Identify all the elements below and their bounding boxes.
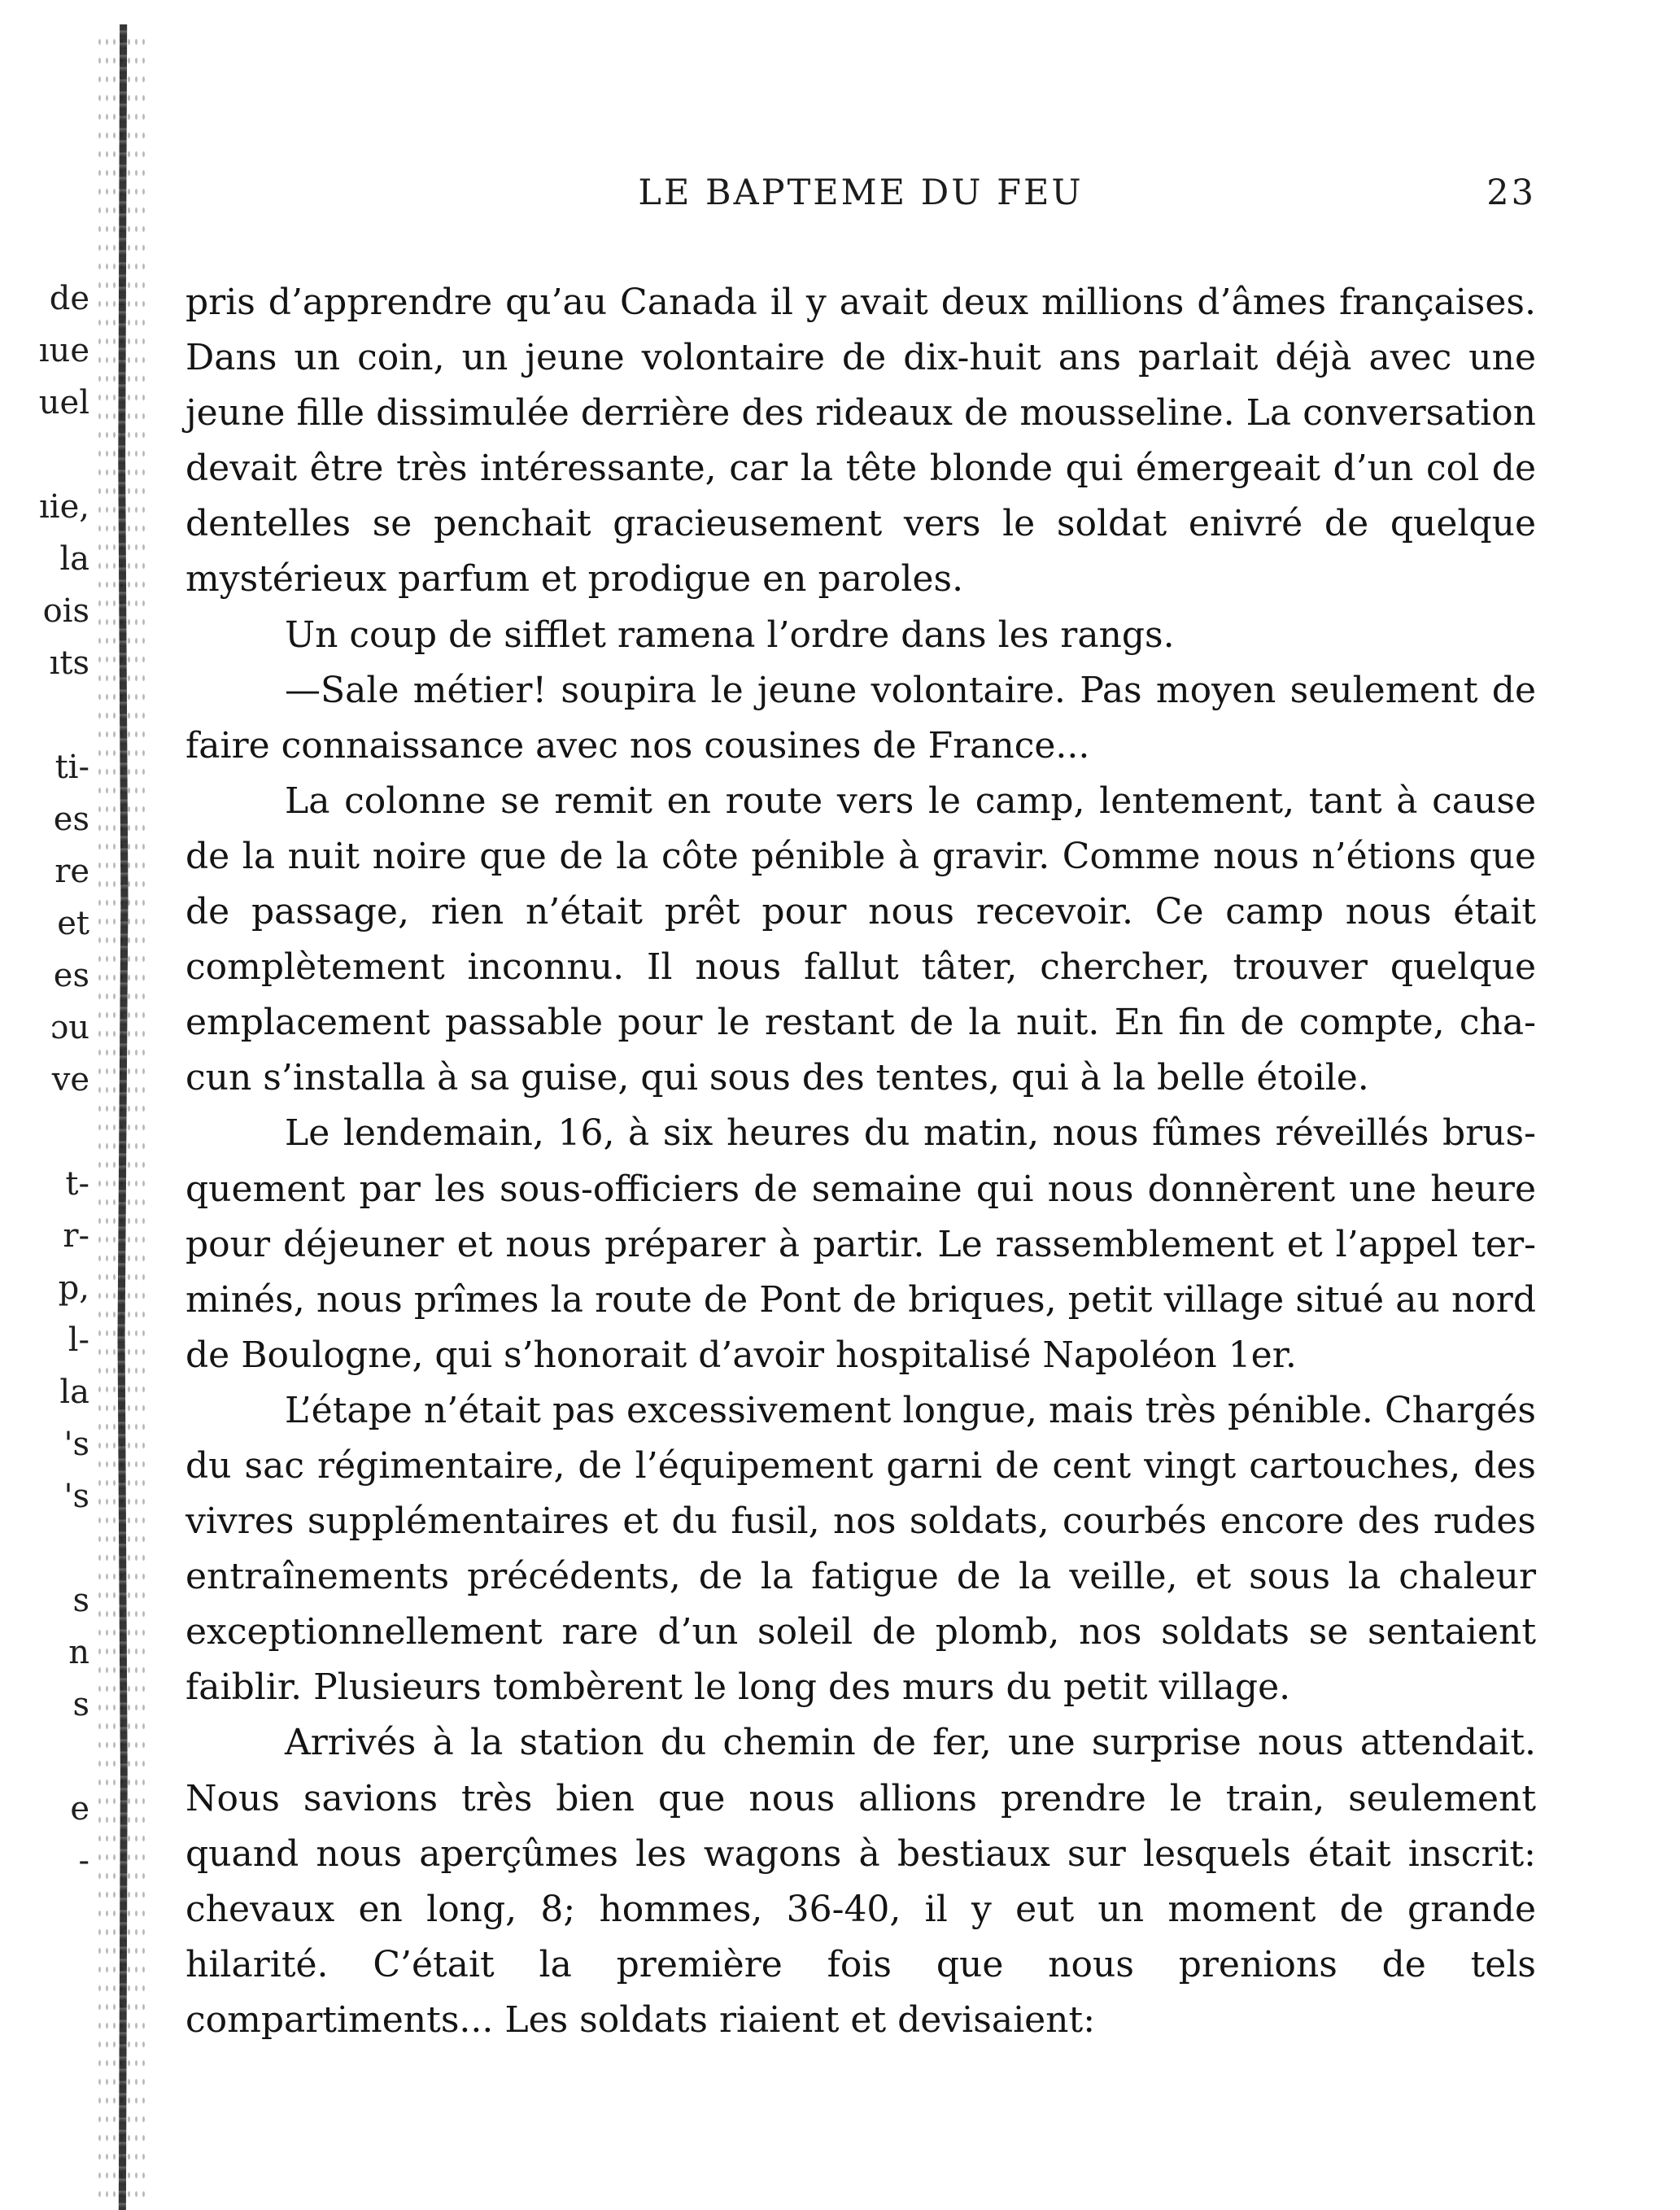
fragment: et — [57, 905, 89, 942]
fragment: de — [49, 280, 89, 317]
fragment: n — [68, 1634, 89, 1671]
fragment: s — [72, 1582, 89, 1619]
running-head — [185, 173, 1536, 221]
paragraph: Un coup de sifflet ramena l’ordre dans les rangs. — [285, 614, 1175, 656]
paragraph: L’étape n’était pas excessivement longue, mais très pénible. Chargés du sac régimentaire, de l’équipement garni de cent vingt cartouches, des vivres supplémentaires et du fusil, nos soldats, courbés encore des rudes entraînements précédents, de la fatigue de la veille, et sous la chaleur exceptionnellement rare d’un soleil de plomb, nos soldats se sentaient faiblir. Plusieurs tombèrent le long des murs du petit village. — [185, 1389, 1536, 1709]
fragment: re — [55, 853, 89, 890]
fragment: ti- — [55, 749, 89, 786]
fragment: ıie, — [39, 488, 89, 526]
fragment: ıts — [49, 644, 89, 682]
fragment: ve — [51, 1061, 89, 1098]
fragment — [24, 1522, 89, 1575]
paragraph: La colonne se remit en route vers le camp, lentement, tant à cause de la nuit noire que de la côte pénible à gravir. Comme nous n’étions que de passage, rien n’était prêt pour nous recevoir. Ce camp nous était complètement inconnu. Il nous fallut tâter, chercher, trouver quelque emplacement passable pour le restant de la nuit. En fin de compte, chacun s’installa à sa guise, qui sous des tentes, qui à la belle étoile. — [185, 780, 1536, 1099]
fragment: s — [72, 1686, 89, 1723]
fragment: - — [78, 1842, 89, 1880]
fragment: ois — [42, 592, 89, 630]
fragment — [24, 429, 89, 481]
fragment: es — [53, 957, 89, 994]
fragment: 's — [63, 1478, 89, 1515]
body-text — [185, 275, 1536, 2048]
fragment — [24, 689, 89, 741]
fragment: 's — [63, 1426, 89, 1463]
facing-page-fragments — [24, 273, 89, 1887]
paragraph: —Sale métier! soupira le jeune volontaire. Pas moyen seulement de faire connaissance avec nos cousines de France... — [185, 669, 1536, 767]
fragment: t- — [65, 1165, 89, 1203]
running-head-title: LE BAPTEME DU FEU — [638, 173, 1084, 213]
fragment: es — [53, 801, 89, 838]
paragraph: pris d’apprendre qu’au Canada il y avait deux millions d’âmes françaises. Dans un coin, un jeune volontaire de dix-huit ans parlait déjà avec une jeune fille dissimulée derrière des rideaux de mousseline. La conversation devait être très intéressante, car la tête blonde qui émergeait d’un col de dentelles se penchait gracieusement vers le soldat enivré de quelque mystérieux parfum et prodigue en paroles. — [185, 282, 1536, 601]
fragment: la — [59, 1374, 89, 1411]
fragment: uel — [38, 384, 89, 421]
fragment — [24, 1106, 89, 1158]
fragment: p, — [58, 1269, 89, 1307]
fragment: r- — [63, 1217, 89, 1255]
fragment — [24, 1731, 89, 1783]
paragraph: Le lendemain, 16, à six heures du matin, nous fûmes réveillés brusquement par les sous-officiers de semaine qui nous donnèrent une heure pour déjeuner et nous préparer à partir. Le rassemblement et l’appel terminés, nous prîmes la route de Pont de briques, petit village situé au nord de Boulogne, qui s’honorait d’avoir hospitalisé Napoléon 1er. — [185, 1112, 1536, 1376]
fragment: ıue — [38, 332, 89, 369]
fragment: ɔu — [50, 1009, 89, 1046]
paragraph: Arrivés à la station du chemin de fer, une surprise nous attendait. Nous savions très bien que nous allions prendre le train, seulement quand nous aperçûmes les wagons à bestiaux sur lesquels était inscrit: chevaux en long, 8; hommes, 36-40, il y eut un moment de grande hilarité. C’était la première fois que nous prenions de tels compartiments... Les soldats riaient et devisaient: — [185, 1722, 1536, 2041]
page-number: 23 — [1486, 173, 1536, 213]
fragment: e — [70, 1790, 89, 1828]
fragment: la — [59, 540, 89, 578]
fragment: l- — [68, 1321, 89, 1359]
